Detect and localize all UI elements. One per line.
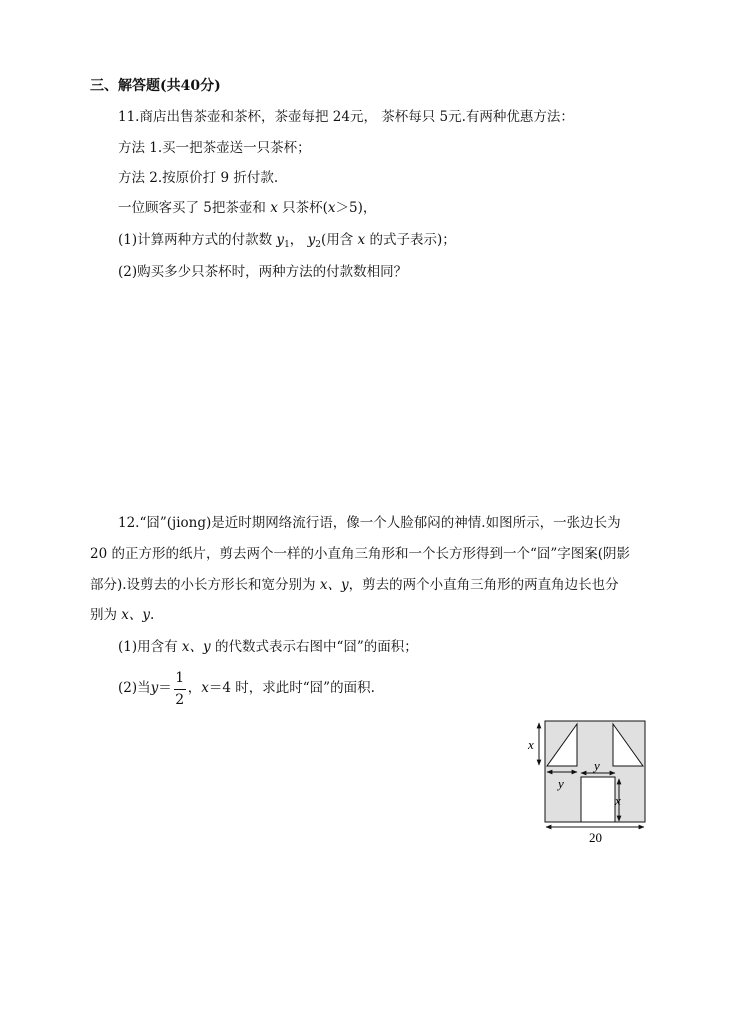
- q12-line6: (2)当y＝ $\frac{1}{2}$ ，x＝4 时，求此时“囧”的面积.: [118, 669, 375, 708]
- label-y-top: y: [594, 758, 600, 773]
- q12-line1: 12.“囧”(jiong)是近时期网络流行语，像一个人脸郁闷的神情.如图所示，一张边长为: [118, 515, 621, 531]
- q11-line6: (2)购买多少只茶杯时，两种方法的付款数相同？: [118, 264, 408, 280]
- label-20: 20: [589, 830, 602, 845]
- q11-line5: (1)计算两种方式的付款数 $y_1$， $y_2$(用含 x 的式子表示)；: [118, 232, 456, 250]
- q11-line1: 11.商店出售茶壶和茶杯，茶壶每把 24元， 茶杯每只 5元.有两种优惠方法：: [118, 109, 574, 125]
- q12-line3: 部分).设剪去的小长方形长和宽分别为 x、y，剪去的两个小直角三角形的两直角边长也分: [90, 577, 619, 593]
- label-x-right: x: [615, 793, 621, 808]
- fraction-one-half: $\frac{1}{2}$: [175, 669, 185, 708]
- label-x-left: x: [528, 737, 534, 752]
- q12-line5: (1)用含有 x、y 的代数式表示右图中“囧”的面积；: [118, 639, 418, 655]
- q11-line4: 一位顾客买了 5把茶壶和 x 只茶杯(x＞5)，: [118, 200, 377, 216]
- jiong-figure: [520, 715, 655, 850]
- q12-line4: 别为 x、y.: [90, 607, 155, 623]
- label-y-bottom: y: [558, 776, 564, 791]
- q12-line2: 20 的正方形的纸片，剪去两个一样的小直角三角形和一个长方形得到一个“囧”字图案(阴影: [90, 546, 631, 562]
- section-title: 三、解答题(共40分): [90, 78, 221, 94]
- cut-rectangle: [581, 777, 615, 822]
- q11-line2: 方法 1.买一把茶壶送一只茶杯；: [118, 140, 311, 156]
- q11-line3: 方法 2.按原价打 9 折付款.: [118, 170, 279, 186]
